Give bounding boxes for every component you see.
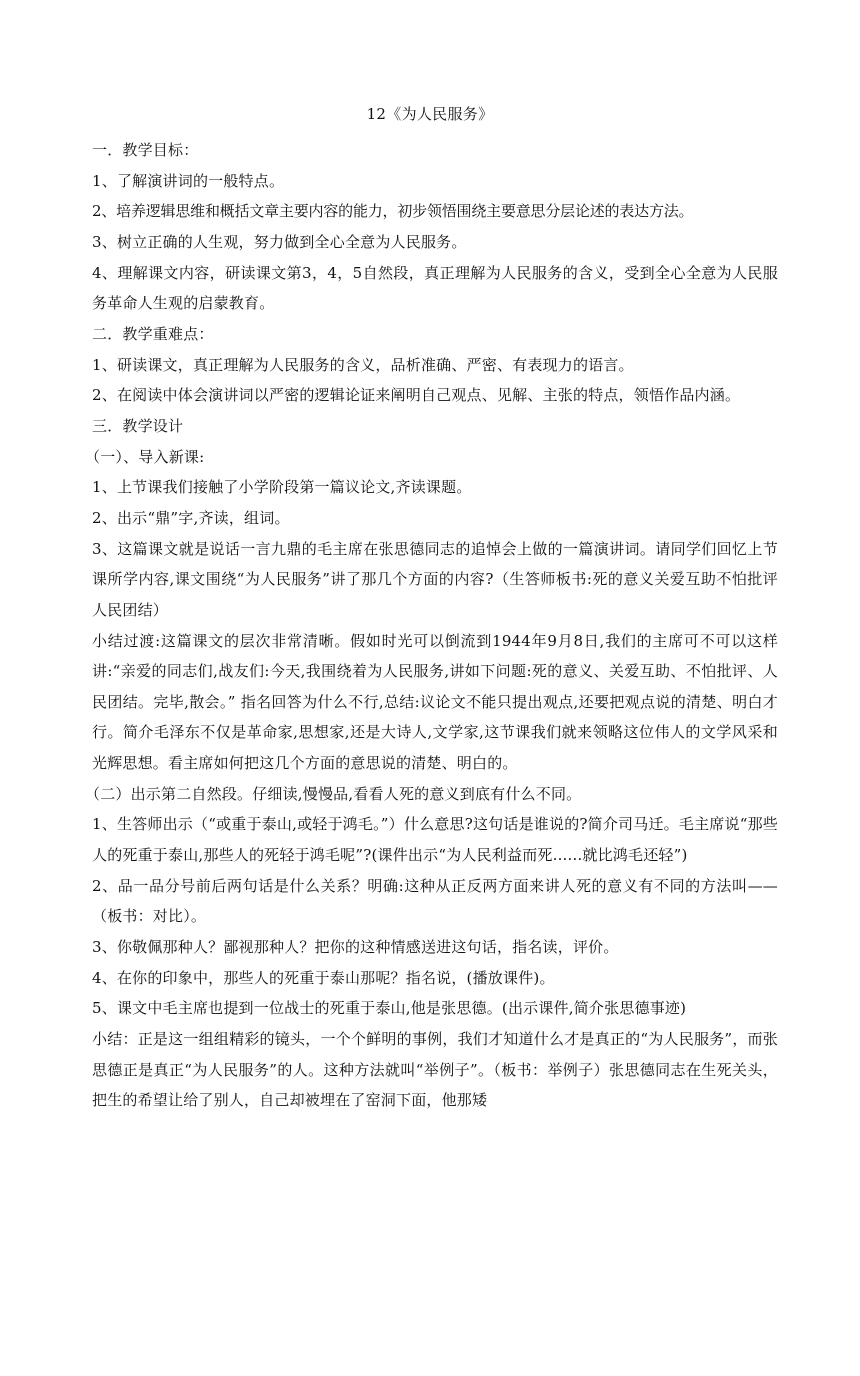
- paragraph: 1、研读课文，真正理解为人民服务的含义，品析准确、严密、有表现力的语言。: [92, 355, 634, 374]
- document-title: 12《为人民服务》: [366, 105, 494, 123]
- section-heading: 二．教学重难点：: [92, 324, 214, 343]
- paragraph: 小结过渡:这篇课文的层次非常清晰。假如时光可以倒流到1944年9月8日,我们的主席可不可以这样讲:“亲爱的同志们,战友们:今天,我围绕着为人民服务,讲如下问题:死的意义、关爱互助、不怕批评、人民团结。完毕,散会。” 指名回答为什么不行,总结:议论文不能只提出观点,还要把观点说的清楚、明白才行。简介毛泽东不仅是革命家,思想家,还是大诗人,文学家,这节课我们就来领略这位伟人的文学风采和光辉思想。看主席如何把这几个方面的意思说的清楚、明白的。: [92, 631, 778, 773]
- paragraph: 2、培养逻辑思维和概括文章主要内容的能力，初步领悟围绕主要意思分层论述的表达方法。: [92, 202, 694, 221]
- paragraph: 4、理解课文内容，研读课文第3，4，5自然段，真正理解为人民服务的含义，受到全心全意为人民服务革命人生观的启蒙教育。: [92, 263, 778, 313]
- paragraph: 3、这篇课文就是说话一言九鼎的毛主席在张思德同志的追悼会上做的一篇演讲词。请同学们回忆上节课所学内容,课文围绕“为人民服务”讲了那几个方面的内容?（生答师板书:死的意义关爱互助不怕批评人民团结）: [92, 539, 778, 619]
- paragraph: 2、品一品分号前后两句话是什么关系？明确:这种从正反两方面来讲人死的意义有不同的方法叫——（板书：对比）。: [92, 876, 778, 926]
- section-heading: 三．教学设计: [92, 416, 184, 435]
- paragraph: 小结：正是这一组组精彩的镜头，一个个鲜明的事例，我们才知道什么才是真正的“为人民服务”，而张思德正是真正“为人民服务”的人。这种方法就叫“举例子”。（板书：举例子）张思德同志在生死关头，把生的希望让给了别人，自己却被埋在了窑洞下面，他那矮: [92, 1030, 778, 1110]
- subsection-heading: （二）出示第二自然段。仔细读,慢慢品,看看人死的意义到底有什么不同。: [85, 784, 582, 803]
- document-body: [85, 135, 778, 1116]
- subsection-heading: （一）、导入新课:: [85, 447, 205, 466]
- paragraph: 3、树立正确的人生观，努力做到全心全意为人民服务。: [92, 232, 467, 251]
- section-heading: 一．教学目标：: [92, 141, 199, 159]
- paragraph: 1、了解演讲词的一般特点。: [92, 171, 285, 190]
- paragraph: 3、你敬佩那种人？鄙视那种人？把你的这种情感送进这句话，指名读，评价。: [92, 938, 619, 957]
- paragraph: 2、出示“鼎”字,齐读，组词。: [92, 508, 290, 527]
- paragraph: 5、课文中毛主席也提到一位战士的死重于泰山,他是张思德。(出示课件,简介张思德事迹): [92, 999, 687, 1018]
- paragraph: 2、在阅读中体会演讲词以严密的逻辑论证来阐明自己观点、见解、主张的特点，领悟作品内涵。: [92, 386, 741, 405]
- paragraph: 1、生答师出示（“或重于泰山,或轻于鸿毛。”）什么意思?这句话是谁说的?简介司马迁。毛主席说“那些人的死重于泰山,那些人的死轻于鸿毛呢”?(课件出示“为人民利益而死......就比鸿毛还轻”): [92, 815, 778, 865]
- paragraph: 1、上节课我们接触了小学阶段第一篇议论文,齐读课题。: [92, 478, 472, 497]
- paragraph: 4、在你的印象中，那些人的死重于泰山那呢？指名说，(播放课件)。: [92, 968, 555, 987]
